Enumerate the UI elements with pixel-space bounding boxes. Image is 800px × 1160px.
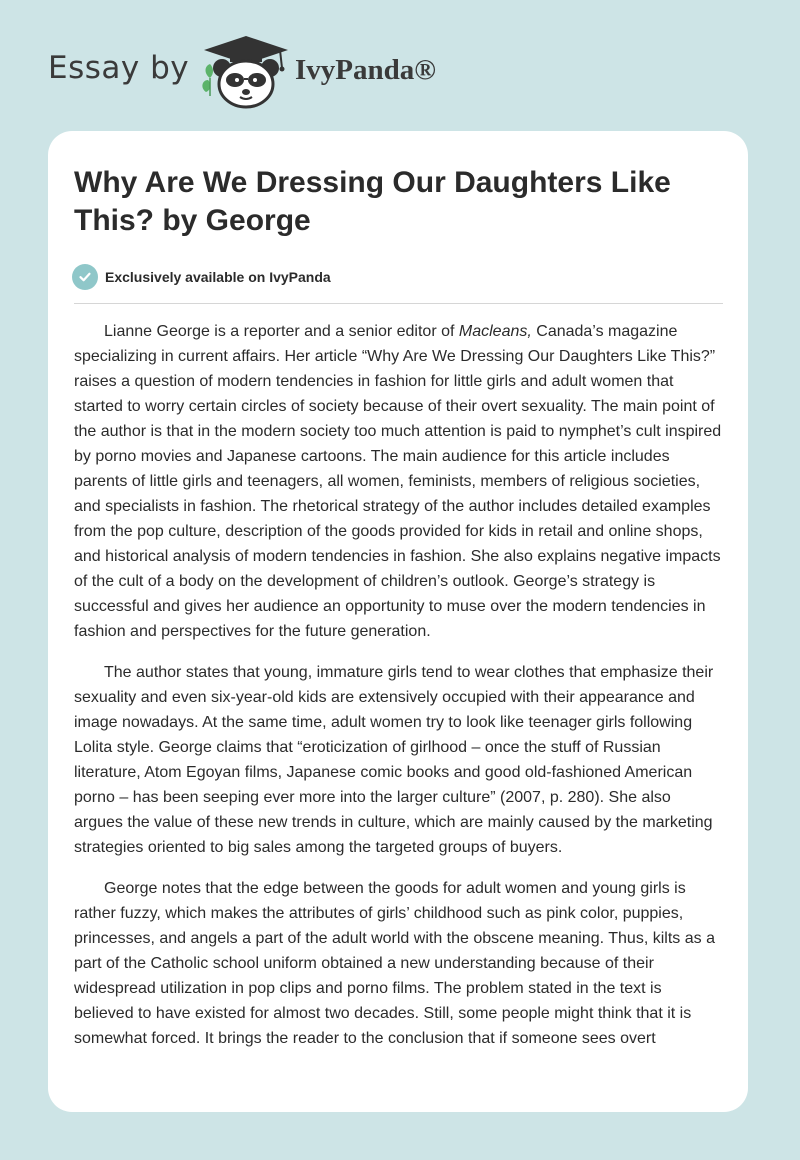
essay-paragraph-2: The author states that young, immature girls tend to wear clothes that emphasize their sexuality and even six-year-old kids are extensively occupied with their appearance and image nowadays. At the same time, adult women try to look like teenager girls following Lolita style. George claims that “eroticization of girlhood – once the stuff of Russian literature, Atom Egoyan films, Japanese comic books and good old-fashioned American porno – has been seeping ever more into the larger culture” (2007, p. 280). She also argues the value of these new trends in culture, which are mainly caused by the marketing strategies oriented to big sales among the targeted groups of buyers. [74, 664, 714, 856]
exclusive-badge [72, 263, 331, 291]
panda-graduate-icon[interactable] [200, 34, 292, 110]
brand-prefix: Essay by [48, 50, 190, 86]
essay-paragraph-1 [74, 319, 724, 644]
badge-label: Exclusively available on IvyPanda [105, 269, 331, 285]
check-circle-icon [72, 264, 98, 290]
essay-body [74, 319, 724, 1067]
essay-paragraph-3: George notes that the edge between the goods for adult women and young girls is rather fuzzy, which makes the attributes of girls’ childhood such as pink color, puppies, princesses, and angels a part of the adult world with the obscene meaning. Thus, kilts as a part of the Catholic school uniform obtained a new understanding because of their widespread utilization in pop clips and porno films. The problem stated in the text is believed to have existed for almost two decades. Still, some people might think that it is somewhat forced. It brings the reader to the conclusion that if someone sees overt [74, 880, 715, 1047]
divider [74, 303, 723, 304]
paragraph-text: Canada’s magazine specializing in current affairs. Her article “Why Are We Dressing Our Daughters Like This?” raises a question of modern tendencies in fashion for little girls and adult women that started to worry certain circles of society because of their overt sexuality. The main point of the author is that in the modern society too much attention is paid to nymphet’s cult inspired by porno movies and Japanese cartoons. The main audience for this article includes parents of little girls and teenagers, all women, feminists, members of religious societies, and specialists in fashion. The rhetorical strategy of the author includes detailed examples from the pop culture, description of the goods provided for kids in retail and online shops, and historical analysis of modern tendencies in fashion. She also explains negative impacts of the cult of a body on the development of children’s outlook. George’s strategy is successful and gives her audience an opportunity to muse over the modern tendencies in fashion and perspectives for the future generation. [74, 323, 722, 640]
essay-card [48, 131, 748, 1112]
paragraph-text: Lianne George is a reporter and a senior editor of [104, 323, 459, 340]
essay-title: Why Are We Dressing Our Daughters Like This? by George [74, 166, 671, 237]
site-header [0, 0, 800, 120]
publication-name: Macleans, [458, 323, 532, 340]
brand-name[interactable]: IvyPanda® [295, 54, 436, 86]
